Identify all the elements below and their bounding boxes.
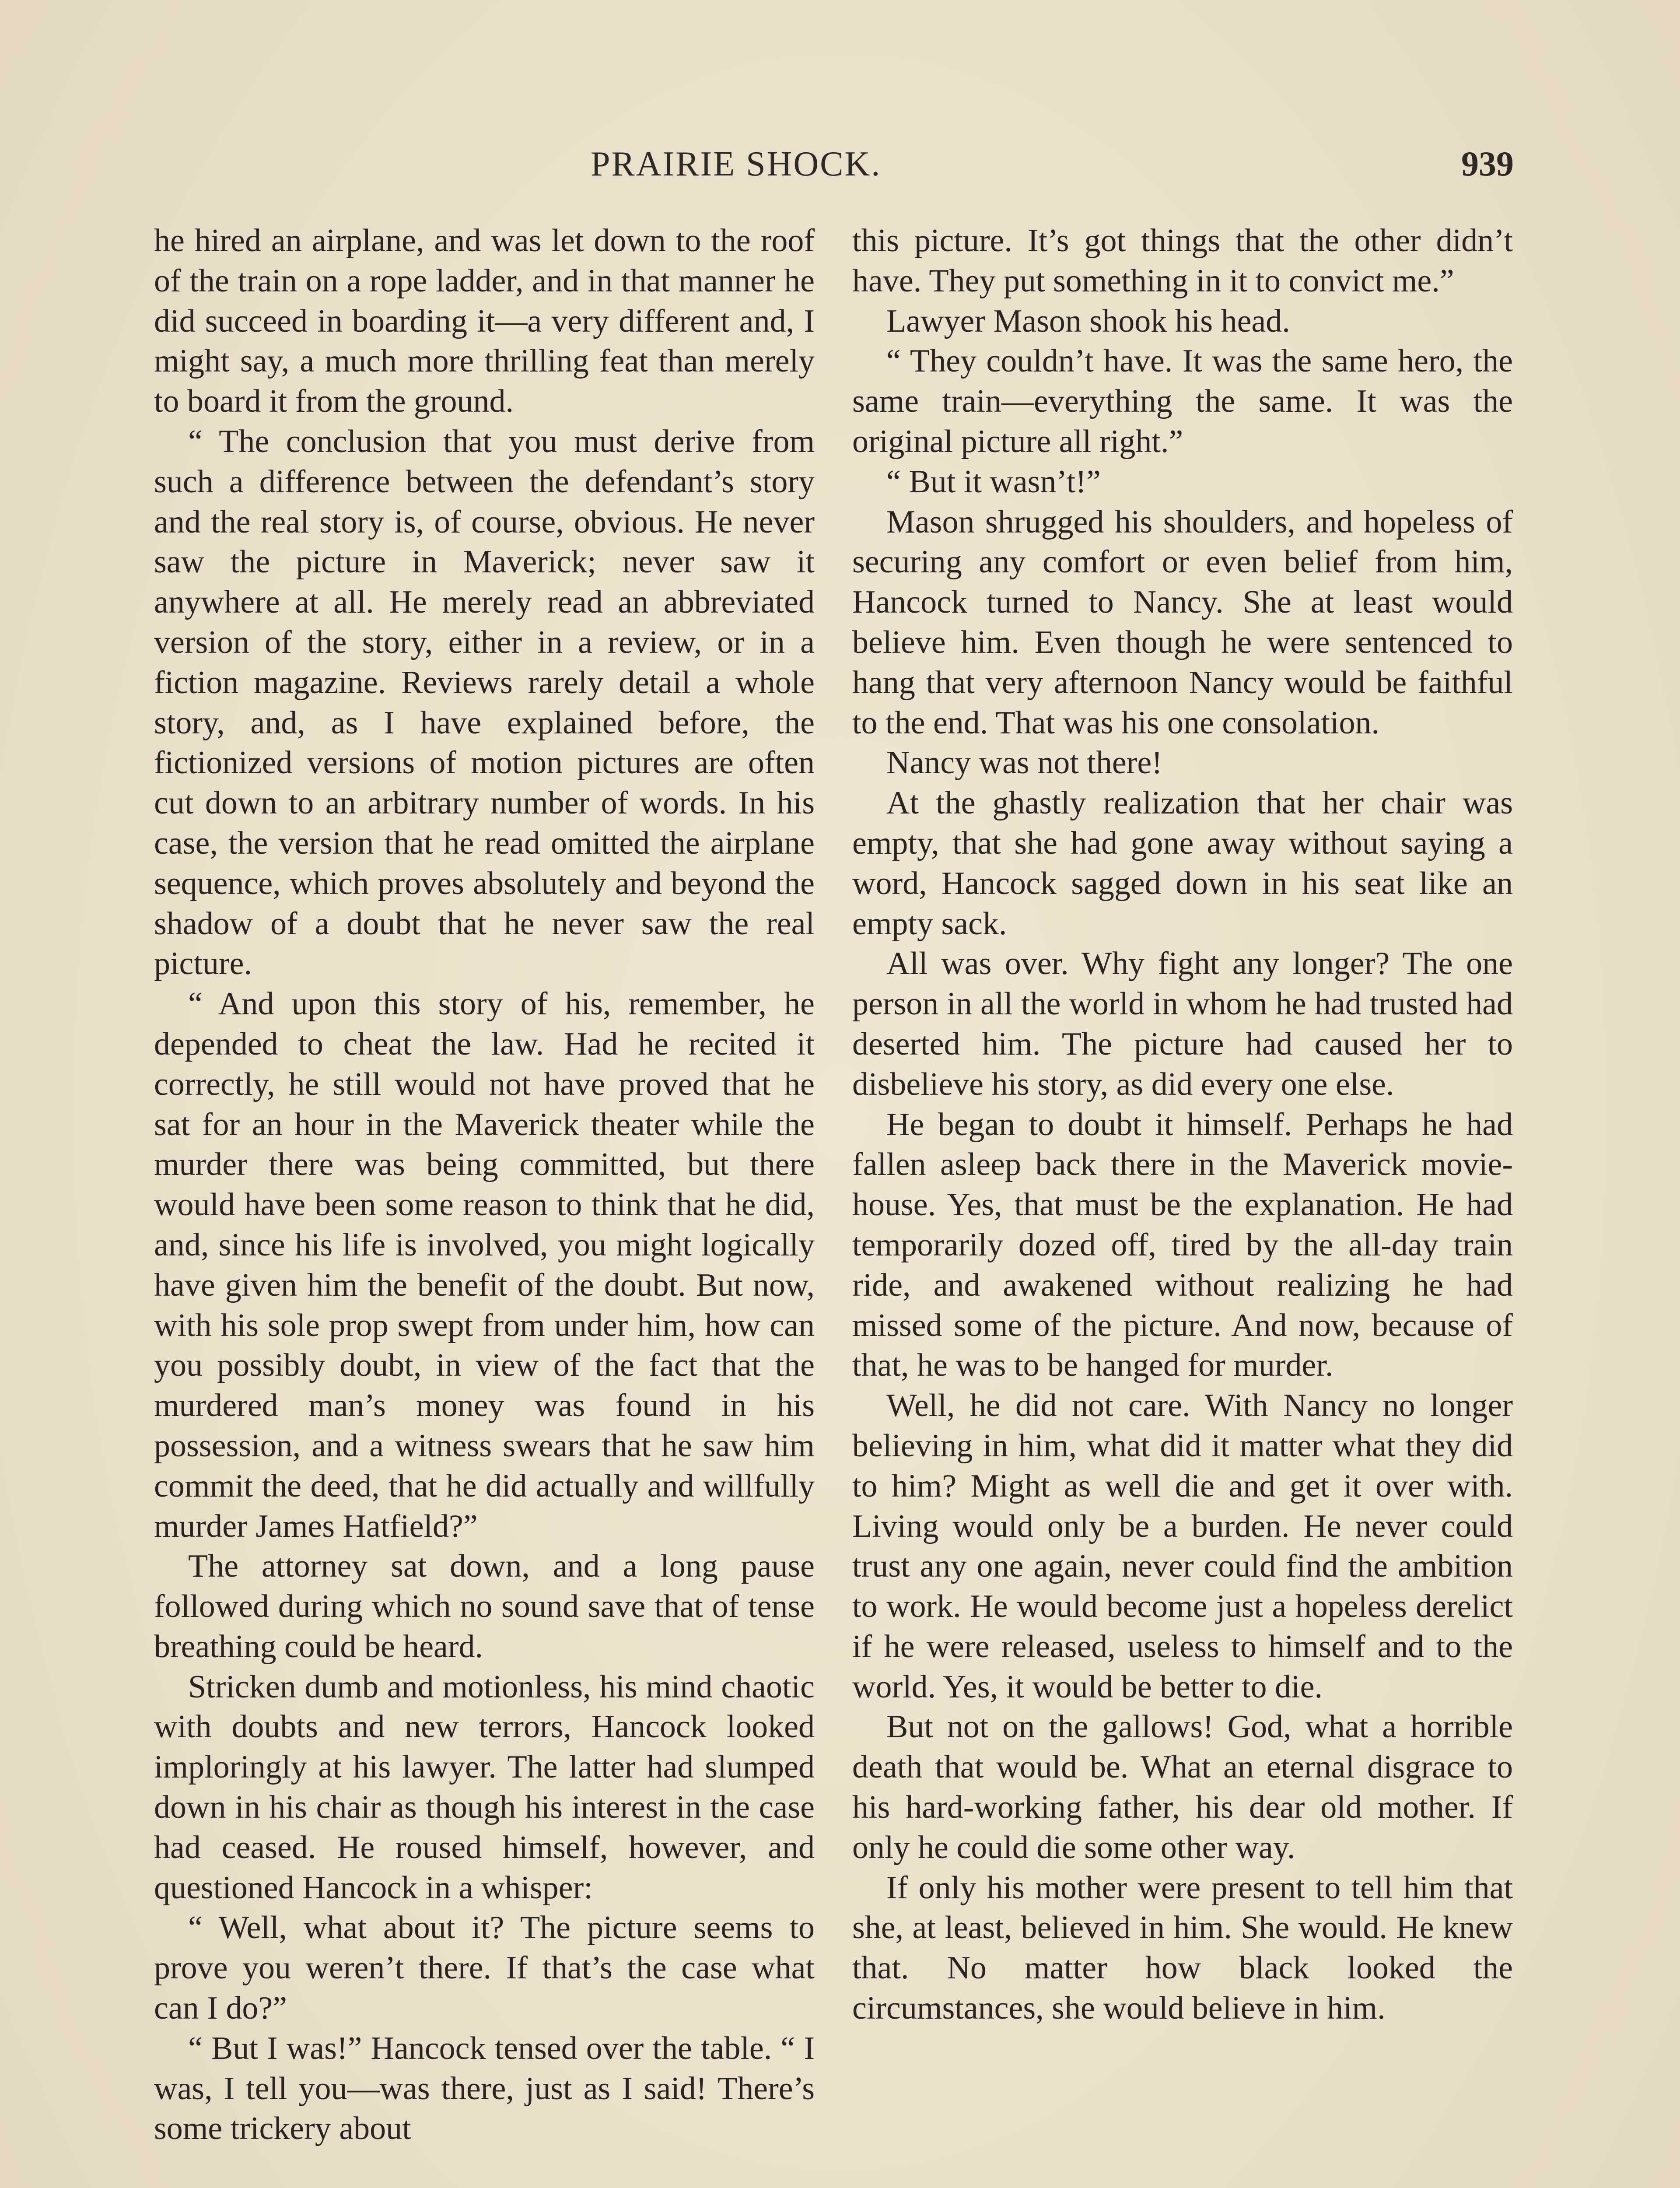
paragraph: he hired an airplane, and was let down to the roof of the train on a rope ladder, and in that manner he did succeed in boarding it—a very different and, I might say, a much more thrilling feat than merely to board it from the ground. xyxy=(154,223,815,420)
paragraph: The attorney sat down, and a long pause followed during which no sound save that of tense breathing could be heard. xyxy=(154,1548,815,1665)
paragraph: All was over. Why fight any longer? The one person in all the world in whom he had trusted had deserted him. The picture had caused her to disbelieve his story, as did every one else. xyxy=(852,946,1513,1102)
paragraph: Mason shrugged his shoulders, and hopeless of securing any comfort or even belief from him, Hancock turned to Nancy. She at least would believe him. Even though he were sentenced to hang that very afternoon Nancy would be faithful to the end. That was his one consolation. xyxy=(852,504,1513,741)
paragraph: Lawyer Mason shook his head. xyxy=(886,303,1290,339)
paragraph: “ But it wasn’t!” xyxy=(886,463,1101,500)
paragraph: But not on the gallows! God, what a horrible death that would be. What an eternal disgrace to his hard-working father, his dear old mother. If only he could die some other way. xyxy=(852,1709,1513,1865)
paragraph: Nancy was not there! xyxy=(886,745,1162,781)
paragraph: “ And upon this story of his, remember, he depended to cheat the law. Had he recited it correctly, he still would not have proved that he sat for an hour in the Maverick theater while the murder there was being committed, but there would have been some reason to think that he did, and, since his life is involved, you might logically have given him the benefit of the doubt. But now, with his sole prop swept from under him, how can you possibly doubt, in view of the fact that the murdered man’s money was found in his possession, and a witness swears that he saw him commit the deed, that he did actually and willfully murder James Hatfield?” xyxy=(154,986,815,1544)
paragraph: “ They couldn’t have. It was the same hero, the same train—everything the same. It was the original picture all right.” xyxy=(852,343,1513,459)
page-number: 939 xyxy=(1461,145,1514,183)
paragraph: “ The conclusion that you must derive from such a difference between the defendant’s story and the real story is, of course, obvious. He never saw the picture in Maverick; never saw it anywhere at all. He merely read an abbreviated version of the story, either in a review, or in a fiction magazine. Reviews rarely detail a whole story, and, as I have explained before, the fictionized versions of motion pictures are often cut down to an arbitrary number of words. In his case, the version that he read omitted the airplane sequence, which proves absolutely and beyond the shadow of a doubt that he never saw the real picture. xyxy=(154,423,815,982)
running-title: PRAIRIE SHOCK. xyxy=(591,145,882,183)
paragraph: this picture. It’s got things that the other didn’t have. They put something in it to convict me.” xyxy=(852,223,1513,299)
paragraph: Well, he did not care. With Nancy no longer believing in him, what did it matter what they did to him? Might as well die and get it over with. Living would only be a burden. He never could trust any one again, never could find the ambition to work. He would become just a hopeless derelict if he were released, useless to himself and to the world. Yes, it would be better to die. xyxy=(852,1388,1513,1705)
paragraph: He began to doubt it himself. Perhaps he had fallen asleep back there in the Maverick movie-house. Yes, that must be the explanation. He had temporarily dozed off, tired by the all-day train ride, and awakened without realizing he had missed some of the picture. And now, because of that, he was to be hanged for murder. xyxy=(852,1106,1513,1384)
left-column xyxy=(154,221,815,2149)
paragraph: At the ghastly realization that her chair was empty, that she had gone away without saying a word, Hancock sagged down in his seat like an empty sack. xyxy=(852,785,1513,942)
right-column xyxy=(852,221,1513,2029)
paragraph: Stricken dumb and motionless, his mind chaotic with doubts and new terrors, Hancock looked imploringly at his lawyer. The latter had slumped down in his chair as though his interest in the case had ceased. He roused himself, however, and questioned Hancock in a whisper: xyxy=(154,1669,815,1906)
paragraph: “ Well, what about it? The picture seems to prove you weren’t there. If that’s the case what can I do?” xyxy=(154,1910,815,2027)
paragraph: “ But I was!” Hancock tensed over the table. “ I was, I tell you—was there, just as I said! There’s some trickery about xyxy=(154,2030,815,2147)
paragraph: If only his mother were present to tell him that she, at least, believed in him. She would. He knew that. No matter how black looked the circumstances, she would believe in him. xyxy=(852,1869,1513,2027)
